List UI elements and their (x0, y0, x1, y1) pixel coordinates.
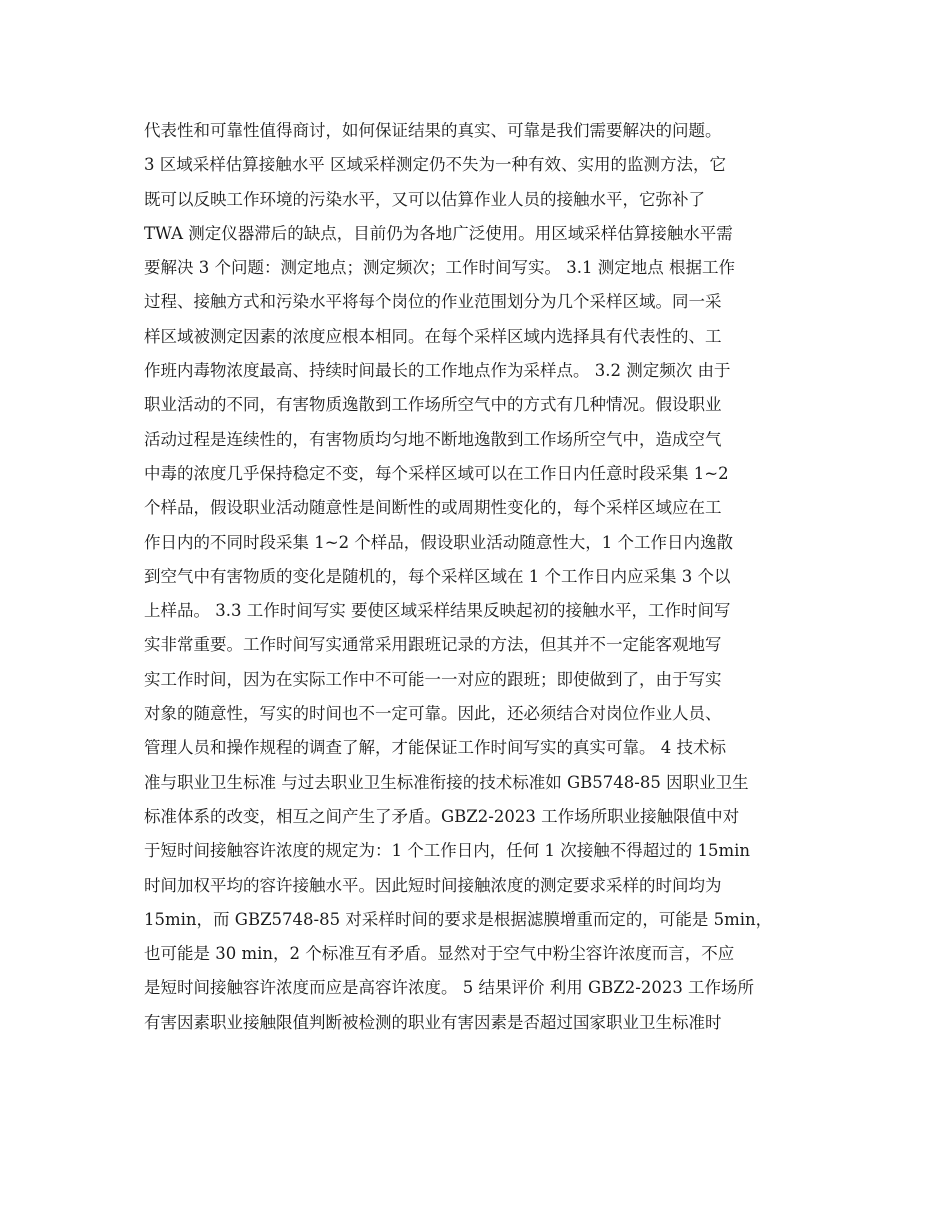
text-line: 准与职业卫生标准 与过去职业卫生标准衔接的技术标准如 GB5748-85 因职业卫生 (144, 772, 749, 792)
text-line: 个样品，假设职业活动随意性是间断性的或周期性变化的，每个采样区域应在工 (144, 498, 722, 518)
text-line: 有害因素职业接触限值判断被检测的职业有害因素是否超过国家职业卫生标准时 (144, 1012, 722, 1032)
text-line: 15min，而 GBZ5748-85 对采样时间的要求是根据滤膜增重而定的，可能是 5min， (144, 909, 773, 929)
text-line: 实工作时间，因为在实际工作中不可能一一对应的跟班；即使做到了，由于写实 (144, 669, 722, 689)
text-line: 上样品。 3.3 工作时间写实 要使区域采样结果反映起初的接触水平，工作时间写 (144, 601, 731, 621)
text-line: 要解决 3 个问题：测定地点；测定频次；工作时间写实。 3.1 测定地点 根据工作 (144, 258, 735, 278)
text-line: 作班内毒物浓度最高、持续时间最长的工作地点作为采样点。 3.2 测定频次 由于 (144, 361, 731, 381)
text-line: 代表性和可靠性值得商讨，如何保证结果的真实、可靠是我们需要解决的问题。 (144, 121, 722, 140)
text-line: 管理人员和操作规程的调查了解，才能保证工作时间写实的真实可靠。 4 技术标 (144, 738, 726, 758)
text-line: 样区域被测定因素的浓度应根本相同。在每个采样区域内选择具有代表性的、工 (144, 326, 722, 346)
text-line: 时间加权平均的容许接触水平。因此短时间接触浓度的测定要求采样的时间均为 (144, 875, 722, 895)
text-line: 实非常重要。工作时间写实通常采用跟班记录的方法，但其并不一定能客观地写 (144, 635, 722, 655)
text-line: 标准体系的改变，相互之间产生了矛盾。GBZ2-2023 工作场所职业接触限值中对 (144, 806, 740, 826)
text-line: TWA 测定仪器滞后的缺点，目前仍为各地广泛使用。用区域采样估算接触水平需 (144, 223, 733, 243)
text-line: 到空气中有害物质的变化是随机的，每个采样区域在 1 个工作日内应采集 3 个以 (144, 566, 731, 586)
text-line: 既可以反映工作环境的污染水平，又可以估算作业人员的接触水平，它弥补了 (144, 189, 705, 209)
text-line: 职业活动的不同，有害物质逸散到工作场所空气中的方式有几种情况。假设职业 (144, 395, 722, 415)
text-line: 过程、接触方式和污染水平将每个岗位的作业范围划分为几个采样区域。同一采 (144, 292, 722, 312)
text-line: 对象的随意性，写实的时间也不一定可靠。因此，还必须结合对岗位作业人员、 (144, 704, 722, 724)
text-line: 也可能是 30 min，2 个标准互有矛盾。显然对于空气中粉尘容许浓度而言，不应 (144, 944, 735, 964)
text-line: 作日内的不同时段采集 1~2 个样品，假设职业活动随意性大，1 个工作日内逸散 (144, 532, 734, 552)
text-line: 3 区域采样估算接触水平 区域采样测定仍不失为一种有效、实用的监测方法，它 (144, 155, 726, 175)
text-line: 于短时间接触容许浓度的规定为：1 个工作日内，任何 1 次接触不得超过的 15min (144, 841, 751, 861)
text-line: 中毒的浓度几乎保持稳定不变，每个采样区域可以在工作日内任意时段采集 1~2 (144, 463, 729, 483)
body-text (144, 114, 814, 1040)
text-line: 是短时间接触容许浓度而应是高容许浓度。 5 结果评价 利用 GBZ2-2023 工作场所 (144, 978, 755, 998)
text-line: 活动过程是连续性的，有害物质均匀地不断地逸散到工作场所空气中，造成空气 (144, 429, 722, 449)
